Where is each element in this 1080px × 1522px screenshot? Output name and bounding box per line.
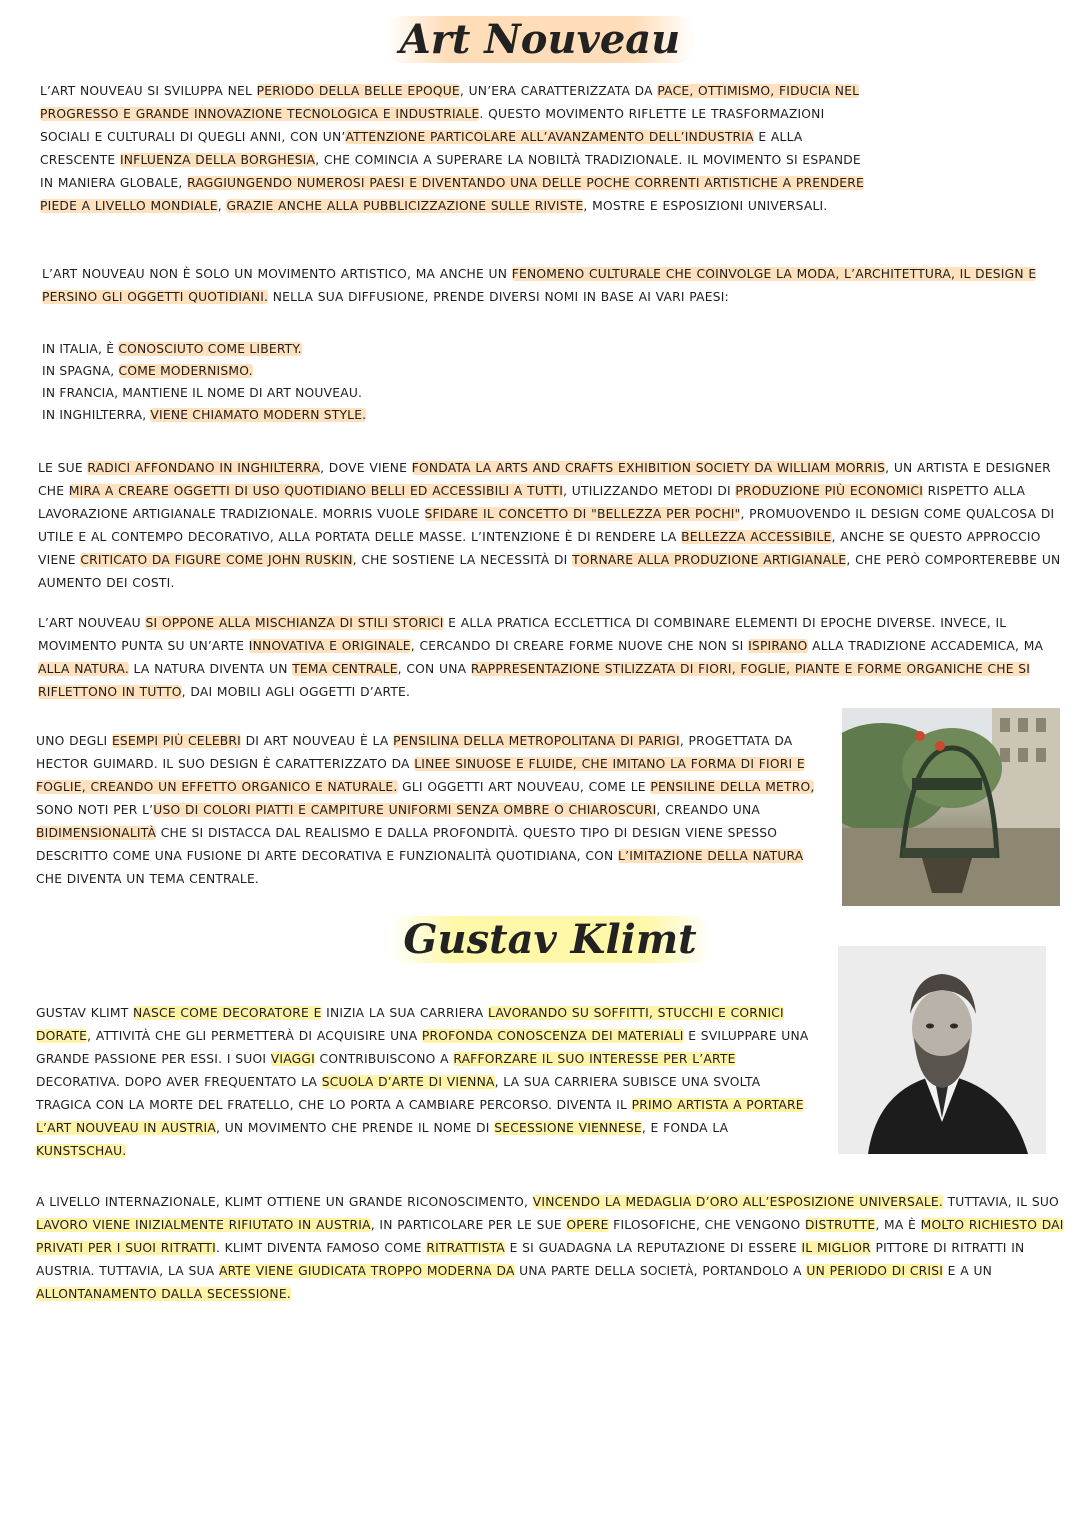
text-span: E A UN [943,1264,993,1278]
list-item [42,360,366,382]
highlighted-text: KUNSTSCHAU. [36,1144,127,1158]
highlighted-text: ATTENZIONE PARTICOLARE ALL’AVANZAMENTO DELL’INDUSTRIA [345,130,754,144]
text-span: , CHE COMINCIA A SUPERARE LA NOBILTÀ TRADIZIONALE. IL MOVIMENTO SI ESPANDE IN MANIERA GLOBALE, [40,153,861,190]
highlighted-text: FONDATA LA ARTS AND CRAFTS EXHIBITION SOCIETY DA WILLIAM MORRIS [411,461,886,475]
highlighted-text: PROFONDA CONOSCENZA DEI MATERIALI [421,1029,684,1043]
text-span: E SVILUPPARE UNA GRANDE PASSIONE PER ESSI. I SUOI [36,1029,809,1066]
gustav-klimt-title-text: Gustav Klimt [389,916,710,963]
text-span: , [217,199,227,213]
highlighted-text: NASCE COME DECORATORE E [133,1006,322,1020]
text-span: LE SUE [38,461,88,475]
text-span: NELLA SUA DIFFUSIONE, PRENDE DIVERSI NOMI IN BASE AI VARI PAESI: [268,290,729,304]
text-span: , UN MOVIMENTO CHE PRENDE IL NOME DI [215,1121,495,1135]
text-span: E SI GUADAGNA LA REPUTAZIONE DI ESSERE [504,1241,802,1255]
klimt-paragraph-2 [36,1191,1066,1306]
gustav-klimt-title [380,914,720,966]
text-span: ALLA TRADIZIONE ACCADEMICA, MA [807,639,1044,653]
highlighted-text: CONOSCIUTO COME LIBERTY. [118,342,302,356]
highlighted-text: LAVORO VIENE INIZIALMENTE RIFIUTATO IN AUSTRIA [36,1218,371,1232]
text-span: CONTRIBUISCONO A [314,1052,454,1066]
highlighted-text: COME MODERNISMO. [118,364,253,378]
highlighted-text: USO DI COLORI PIATTI E CAMPITURE UNIFORMI SENZA OMBRE O CHIAROSCURI [153,803,657,817]
text-span: CHE DIVENTA UN TEMA CENTRALE. [36,872,260,886]
text-span: , PROMUOVENDO IL DESIGN COME QUALCOSA DI UTILE E AL CONTEMPO DECORATIVO, ALLA PORTATA DELLE MASSE. L’INTENZIONE È DI RENDERE LA [38,507,1055,544]
list-item [42,382,366,404]
highlighted-text: ISPIRANO [748,639,808,653]
text-span: L’ART NOUVEAU NON È SOLO UN MOVIMENTO ARTISTICO, MA ANCHE UN [42,267,512,281]
text-span: , CERCANDO DI CREARE FORME NUOVE CHE NON SI [410,639,749,653]
highlighted-text: DISTRUTTE [804,1218,876,1232]
highlighted-text: OPERE [566,1218,609,1232]
highlighted-text: SCUOLA D’ARTE DI VIENNA [321,1075,495,1089]
text-span: GLI OGGETTI ART NOUVEAU, COME LE [397,780,651,794]
highlighted-text: FENOMENO CULTURALE CHE COINVOLGE LA MODA, L’ARCHITETTURA, IL DESIGN E PERSINO GLI OGGETTI QUOTIDIANI. [42,267,1037,304]
highlighted-text: RAPPRESENTAZIONE STILIZZATA DI FIORI, FOGLIE, PIANTE E FORME ORGANICHE CHE SI RIFLETTONO IN TUTTO [38,662,1031,699]
highlighted-text: PENSILINE DELLA METRO, [650,780,815,794]
highlighted-text: ARTE VIENE GIUDICATA TROPPO MODERNA DA [218,1264,515,1278]
text-span: IN FRANCIA, MANTIENE IL NOME DI ART NOUVEAU. [42,386,363,400]
highlighted-text: MIRA A CREARE OGGETTI DI USO QUOTIDIANO BELLI ED ACCESSIBILI A TUTTI [68,484,564,498]
text-span: , CON UNA [397,662,471,676]
text-span: , MOSTRE E ESPOSIZIONI UNIVERSALI. [583,199,828,213]
text-span: , UN ARTISTA E DESIGNER CHE [38,461,1051,498]
text-span: , DAI MOBILI AGLI OGGETTI D’ARTE. [181,685,411,699]
metro-entrance-illustration [842,708,1060,906]
highlighted-text: CRITICATO DA FIGURE COME JOHN RUSKIN [80,553,353,567]
art-nouveau-paragraph-1 [40,80,870,218]
country-names-list [42,338,366,426]
text-span: , UN’ERA CARATTERIZZATA DA [459,84,658,98]
highlighted-text: BIDIMENSIONALITÀ [36,826,157,840]
text-span: IN INGHILTERRA, [42,408,151,422]
highlighted-text: L’IMITAZIONE DELLA NATURA [618,849,804,863]
text-span: , MA È [875,1218,921,1232]
text-span: , CHE PERÒ COMPORTEREBBE UN AUMENTO DEI COSTI. [38,553,1061,590]
highlighted-text: MOLTO RICHIESTO DAI PRIVATI PER I SUOI RITRATTI [36,1218,1064,1255]
text-span: FILOSOFICHE, CHE VENGONO [608,1218,805,1232]
highlighted-text: GRAZIE ANCHE ALLA PUBBLICIZZAZIONE SULLE RIVISTE [226,199,584,213]
highlighted-text: TEMA CENTRALE [292,662,398,676]
highlighted-text: TORNARE ALLA PRODUZIONE ARTIGIANALE [572,553,847,567]
highlighted-text: PERIODO DELLA BELLE EPOQUE [256,84,460,98]
text-span: RISPETTO ALLA LAVORAZIONE ARTIGIANALE TRADIZIONALE. MORRIS VUOLE [38,484,1026,521]
highlighted-text: LINEE SINUOSE E FLUIDE, CHE IMITANO LA FORMA DI FIORI E FOGLIE, CREANDO UN EFFETTO ORGANICO E NATURALE. [36,757,805,794]
art-nouveau-paragraph-4 [38,612,1053,704]
art-nouveau-title [360,14,720,66]
highlighted-text: INNOVATIVA E ORIGINALE [248,639,411,653]
text-span: LA NATURA DIVENTA UN [128,662,293,676]
highlighted-text: RAFFORZARE IL SUO INTERESSE PER L’ARTE [453,1052,736,1066]
highlighted-text: UN PERIODO DI CRISI [806,1264,944,1278]
text-span: E ALLA PRATICA ECCLETTICA DI COMBINARE ELEMENTI DI EPOCHE DIVERSE. INVECE, IL MOVIMENTO PUNTA SU UN’ARTE [38,616,1007,653]
highlighted-text: VINCENDO LA MEDAGLIA D’ORO ALL’ESPOSIZIONE UNIVERSALE. [532,1195,943,1209]
highlighted-text: PACE, OTTIMISMO, FIDUCIA NEL PROGRESSO E GRANDE INNOVAZIONE TECNOLOGICA E INDUSTRIALE [40,84,860,121]
highlighted-text: PENSILINA DELLA METROPOLITANA DI PARIGI [393,734,680,748]
highlighted-text: ESEMPI PIÙ CELEBRI [111,734,241,748]
text-span: , E FONDA LA [641,1121,729,1135]
text-span: INIZIA LA SUA CARRIERA [321,1006,489,1020]
highlighted-text: SECESSIONE VIENNESE [494,1121,642,1135]
highlighted-text: ALLONTANAMENTO DALLA SECESSIONE. [36,1287,291,1301]
text-span: , LA SUA CARRIERA SUBISCE UNA SVOLTA TRAGICA CON LA MORTE DEL FRATELLO, CHE LO PORTA A CAMBIARE PERCORSO. DIVENTA IL [36,1075,761,1112]
art-nouveau-paragraph-5 [36,730,821,891]
highlighted-text: VIAGGI [270,1052,315,1066]
highlighted-text: BELLEZZA ACCESSIBILE [681,530,832,544]
portrait-illustration [838,946,1046,1154]
gustav-klimt-portrait [838,946,1046,1154]
text-span: . QUESTO MOVIMENTO RIFLETTE LE TRASFORMAZIONI SOCIALI E CULTURALI DI QUEGLI ANNI, CON UN’ [40,107,825,144]
paris-metro-entrance-photo [842,708,1060,906]
text-span: DECORATIVA. DOPO AVER FREQUENTATO LA [36,1075,322,1089]
highlighted-text: SFIDARE IL CONCETTO DI "BELLEZZA PER POCHI" [424,507,741,521]
text-span: , CHE SOSTIENE LA NECESSITÀ DI [352,553,573,567]
text-span: , CREANDO UNA [656,803,761,817]
text-span: SONO NOTI PER L’ [36,803,154,817]
highlighted-text: LAVORANDO SU SOFFITTI, STUCCHI E CORNICI DORATE [36,1006,784,1043]
text-span: PITTORE DI RITRATTI IN AUSTRIA. TUTTAVIA, LA SUA [36,1241,1025,1278]
text-span: A LIVELLO INTERNAZIONALE, KLIMT OTTIENE UN GRANDE RICONOSCIMENTO, [36,1195,533,1209]
highlighted-text: INFLUENZA DELLA BORGHESIA [119,153,316,167]
text-span: CHE SI DISTACCA DAL REALISMO E DALLA PROFONDITÀ. QUESTO TIPO DI DESIGN VIENE SPESSO DESCRITTO COME UNA FUSIONE DI ARTE DECORATIVA E FUNZIONALITÀ QUOTIDIANA, CON [36,826,778,863]
text-span: UNA PARTE DELLA SOCIETÀ, PORTANDOLO A [514,1264,807,1278]
text-span: , UTILIZZANDO METODI DI [563,484,736,498]
text-span: IN SPAGNA, [42,364,119,378]
text-span: , DOVE VIENE [320,461,412,475]
text-span: . KLIMT DIVENTA FAMOSO COME [215,1241,427,1255]
text-span: GUSTAV KLIMT [36,1006,134,1020]
text-span: TUTTAVIA, IL SUO [942,1195,1059,1209]
text-span: , IN PARTICOLARE PER LE SUE [370,1218,567,1232]
art-nouveau-title-text: Art Nouveau [386,16,695,63]
highlighted-text: RADICI AFFONDANO IN INGHILTERRA [87,461,321,475]
highlighted-text: RITRATTISTA [426,1241,505,1255]
art-nouveau-paragraph-2 [42,263,1052,309]
highlighted-text: RAGGIUNGENDO NUMEROSI PAESI E DIVENTANDO UNA DELLE POCHE CORRENTI ARTISTICHE A PRENDERE PIEDE A LIVELLO MONDIALE [40,176,864,213]
text-span: DI ART NOUVEAU È LA [241,734,394,748]
highlighted-text: PRODUZIONE PIÙ ECONOMICI [735,484,924,498]
text-span: L’ART NOUVEAU [38,616,146,630]
text-span: UNO DEGLI [36,734,112,748]
text-span: IN ITALIA, È [42,342,119,356]
text-span: E ALLA CRESCENTE [40,130,803,167]
highlighted-text: IL MIGLIOR [801,1241,871,1255]
list-item [42,338,366,360]
text-span: L’ART NOUVEAU SI SVILUPPA NEL [40,84,257,98]
highlighted-text: PRIMO ARTISTA A PORTARE L’ART NOUVEAU IN AUSTRIA [36,1098,804,1135]
highlighted-text: SI OPPONE ALLA MISCHIANZA DI STILI STORICI [145,616,444,630]
text-span: , ATTIVITÀ CHE GLI PERMETTERÀ DI ACQUISIRE UNA [87,1029,422,1043]
art-nouveau-paragraph-3 [38,457,1063,595]
text-span: , ANCHE SE QUESTO APPROCCIO VIENE [38,530,1041,567]
list-item [42,404,366,426]
klimt-paragraph-1 [36,1002,816,1163]
highlighted-text: ALLA NATURA. [38,662,129,676]
highlighted-text: VIENE CHIAMATO MODERN STYLE. [150,408,367,422]
text-span: , PROGETTATA DA HECTOR GUIMARD. IL SUO DESIGN È CARATTERIZZATO DA [36,734,793,771]
